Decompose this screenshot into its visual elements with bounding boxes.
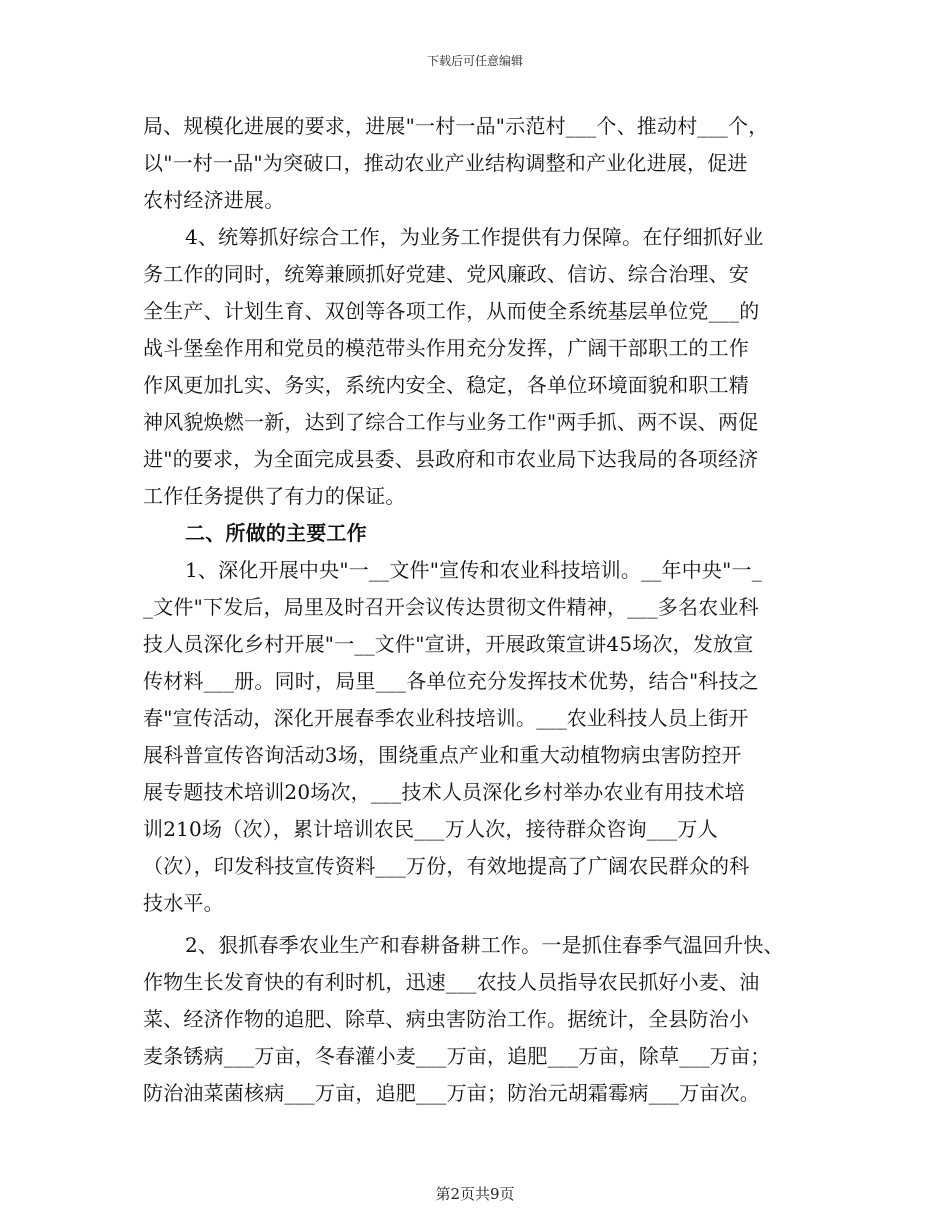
text-line: 作风更加扎实、务实，系统内安全、稳定，各单位环境面貌和职工精	[143, 373, 749, 397]
text-line: 技水平。	[143, 891, 224, 915]
text-line: 以"一村一品"为突破口，推动农业产业结构调整和产业化进展，促进	[143, 151, 748, 175]
text-line: 传材料___册。同时，局里___各单位充分发挥技术优势，结合"科技之	[143, 669, 759, 693]
text-line: 进"的要求，为全面完成县委、县政府和市农业局下达我局的各项经济	[143, 447, 759, 471]
text-line: 展科普宣传咨询活动3场，围绕重点产业和重大动植物病虫害防控开	[143, 743, 742, 767]
text-line: 工作任务提供了有力的保证。	[143, 484, 406, 508]
text-line: 神风貌焕燃一新，达到了综合工作与业务工作"两手抓、两不误、两促	[143, 410, 759, 434]
text-line: 春"宣传活动，深化开展春季农业科技培训。___农业科技人员上街开	[143, 706, 749, 730]
text-line: 2、狠抓春季农业生产和春耕备耕工作。一是抓住春季气温回升快、	[185, 933, 784, 957]
text-line: 务工作的同时，统筹兼顾抓好党建、党风廉政、信访、综合治理、安	[143, 262, 749, 286]
text-line: 技人员深化乡村开展"一__文件"宣讲，开展政策宣讲45场次，发放宣	[143, 632, 754, 656]
text-line: 防治油菜菌核病___万亩，追肥___万亩；防治元胡霜霉病___万亩次。	[143, 1081, 760, 1105]
text-line: 全生产、计划生育、双创等各项工作，从而使全系统基层单位党___的	[143, 299, 760, 323]
text-line: 展专题技术培训20场次，___技术人员深化乡村举办农业有用技术培	[143, 780, 745, 804]
text-line: 菜、经济作物的追肥、除草、病虫害防治工作。据统计，全县防治小	[143, 1007, 749, 1031]
section-heading: 二、所做的主要工作	[185, 521, 367, 545]
text-line: 训210场（次），累计培训农民___万人次，接待群众咨询___万人	[143, 817, 718, 841]
text-line: 麦条锈病___万亩，冬春灌小麦___万亩，追肥___万亩，除草___万亩；	[143, 1044, 771, 1068]
text-line: 4、统筹抓好综合工作，为业务工作提供有力保障。在仔细抓好业	[185, 225, 764, 249]
text-line: （次），印发科技宣传资料___万份，有效地提高了广阔农民群众的科	[143, 854, 750, 878]
text-line: 农村经济进展。	[143, 188, 285, 212]
text-line: 局、规模化进展的要求，进展"一村一品"示范村___个、推动村___个，	[143, 114, 769, 138]
text-line: 作物生长发育快的有利时机，迅速___农技人员指导农民抓好小麦、油	[143, 970, 760, 994]
page-header: 下载后可任意编辑	[426, 54, 523, 68]
page-number: 第2页共9页	[435, 1185, 515, 1203]
text-line: 战斗堡垒作用和党员的模范带头作用充分发挥，广阔干部职工的工作	[143, 336, 749, 360]
text-line: 1、深化开展中央"一__文件"宣传和农业科技培训。__年中央"一_	[185, 558, 762, 582]
text-line: _文件"下发后，局里及时召开会议传达贯彻文件精神，___多名农业科	[143, 595, 759, 619]
